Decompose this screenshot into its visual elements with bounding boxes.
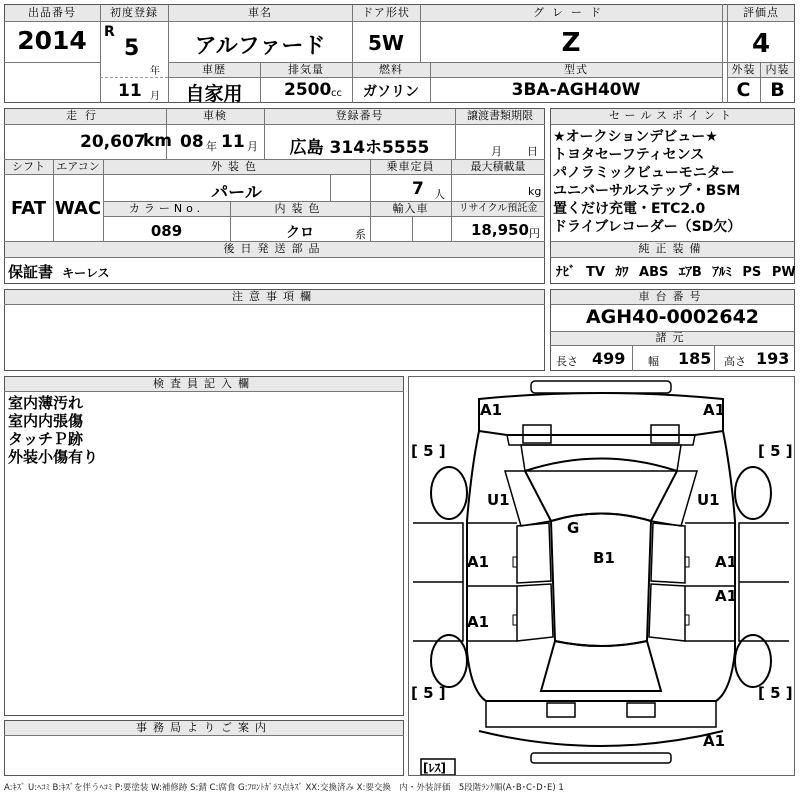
first-registration-label: 初度登録 — [110, 6, 158, 19]
equipment-item: ｶﾜ — [615, 265, 629, 280]
mileage-label: 走行 — [66, 109, 104, 122]
selling-point-line: トヨタセーフティセンス — [553, 147, 705, 163]
model-label: 型式 — [564, 63, 588, 76]
year-unit: 年 — [150, 66, 160, 77]
inspector-note: 外装小傷有り — [8, 448, 99, 466]
exterior-label: 外装 — [731, 63, 756, 76]
mark-tire-rear-right: [ 5 ] — [758, 684, 793, 702]
lot-number: 2014 — [17, 26, 87, 55]
fuel-label: 燃料 — [379, 63, 403, 76]
displacement: 2500 — [284, 80, 332, 100]
lot-number-label: 出品番号 — [28, 6, 76, 19]
plate-number: 広島 314ホ5555 — [289, 138, 430, 158]
plate-label: 登録番号 — [335, 109, 384, 122]
mark-door-rear-left: A1 — [467, 613, 490, 631]
inspector-notes — [8, 394, 98, 466]
later-shipped-label: 後日発送部品 — [223, 242, 326, 255]
inspection-month-unit: 月 — [247, 140, 258, 153]
displacement-label: 排気量 — [288, 63, 324, 76]
door-type-label: ドア形状 — [362, 6, 410, 19]
notes-label: 注意事項欄 — [232, 290, 317, 303]
door-type: 5W — [368, 31, 404, 55]
inspector-label: 検査員記入欄 — [153, 377, 255, 390]
recycle-deposit: 18,950 — [471, 221, 529, 239]
grade: Z — [561, 28, 581, 58]
capacity-label: 乗車定員 — [386, 160, 435, 173]
exterior-color: パール — [211, 183, 262, 203]
recycle-deposit-label: リサイクル預託金 — [458, 203, 538, 214]
transfer-deadline-label: 譲渡書類期限 — [467, 109, 533, 122]
color-number: 089 — [150, 222, 183, 240]
interior-grade: B — [770, 79, 785, 101]
office-label: 事務局よりご案内 — [136, 721, 272, 734]
recycle-unit: 円 — [529, 227, 540, 240]
car-name-label: 車名 — [248, 6, 272, 19]
inspector-note: 室内内張傷 — [8, 412, 84, 430]
car-name: アルファード — [194, 34, 326, 59]
inspection-month: 11 — [221, 132, 245, 152]
interior-color-label: 内装色 — [274, 202, 326, 215]
equipment-item: ABS — [639, 265, 669, 280]
chassis-number: AGH40-0002642 — [585, 306, 760, 328]
damage-diagram — [408, 376, 795, 776]
score: 4 — [751, 29, 771, 59]
inspection-year: 08 — [180, 132, 204, 152]
equipment-item: ﾅﾋﾞ — [556, 265, 576, 280]
mark-tire-front-left: [ 5 ] — [411, 442, 446, 460]
equipment-item: TV — [586, 265, 605, 280]
era: R — [104, 24, 115, 40]
selling-points-list — [553, 128, 741, 236]
shift-label: シフト — [12, 160, 45, 173]
inspector-note: タッチＰ跡 — [8, 430, 84, 448]
selling-point-line: パノラミックビューモニター — [553, 165, 735, 181]
interior-color-unit: 系 — [355, 228, 366, 241]
width-label: 幅 — [648, 355, 659, 368]
width: 185 — [678, 349, 712, 368]
car-outline-diagram — [409, 377, 794, 775]
registration-year: 5 — [124, 36, 140, 61]
score-label: 評価点 — [743, 6, 779, 19]
later-shipped-sub: キーレス — [62, 266, 110, 280]
equipment-item: ｴｱB — [678, 265, 702, 280]
mark-front-right: A1 — [703, 401, 726, 419]
mileage-unit: km — [143, 131, 173, 151]
later-shipped-main: 保証書 — [8, 263, 54, 281]
selling-points-label: セールスポイント — [608, 109, 736, 122]
chassis-label: 車台番号 — [638, 290, 707, 303]
selling-point-line: 置くだけ充電・ETC2.0 — [553, 201, 706, 217]
selling-point-line: ★オークションデビュー★ — [553, 129, 718, 145]
mark-tire-front-right: [ 5 ] — [758, 442, 793, 460]
payload-label: 最大積載量 — [470, 160, 526, 173]
legend: A:ｷｽﾞ U:ﾍｺﾐ B:ｷｽﾞを伴うﾍｺﾐ P:要塗装 W:補修跡 S:錆 C:腐食 G:ﾌﾛﾝﾄｶﾞﾗｽ点ｷｽﾞ XX:交換済み X:要交換 内・外装評価 5段階ﾗﾝｸ順(A･B･C･D･E) 1 — [4, 783, 564, 793]
equipment-item: PW — [771, 265, 796, 280]
mark-fender-left: U1 — [487, 491, 510, 509]
inspection-label: 車検 — [203, 109, 227, 122]
mark-tire-rear-left: [ 5 ] — [411, 684, 446, 702]
specs-label: 諸元 — [655, 331, 690, 344]
equipment-item: ｱﾙﾐ — [712, 265, 732, 280]
capacity: 7 — [412, 179, 424, 199]
equipment-item: PS — [742, 265, 762, 280]
history-label: 車歴 — [202, 63, 226, 76]
registration-month: 11 — [118, 81, 142, 101]
mileage: 20,607 — [80, 132, 146, 152]
exterior-grade: C — [736, 79, 751, 101]
length: 499 — [592, 349, 626, 368]
capacity-unit: 人 — [434, 188, 445, 201]
mark-spare: [ﾚｽ] — [423, 761, 446, 775]
mark-windshield: G — [567, 519, 580, 537]
mark-door-rear-right-upper: A1 — [715, 587, 738, 605]
transfer-day-unit: 日 — [527, 145, 538, 158]
height: 193 — [756, 349, 790, 368]
equipment-label: 純正装備 — [638, 242, 707, 255]
displacement-unit: cc — [331, 88, 342, 99]
history: 自家用 — [185, 83, 243, 105]
color-number-label: カラーNo. — [128, 202, 205, 215]
model-code: 3BA-AGH40W — [511, 80, 641, 100]
interior-color: クロ — [286, 225, 314, 241]
inspection-year-unit: 年 — [206, 140, 217, 153]
equipment-list — [556, 261, 796, 280]
grade-label: グレード — [533, 6, 609, 19]
interior-label: 内装 — [765, 63, 790, 76]
transfer-month-unit: 月 — [491, 145, 502, 158]
air-conditioner: WAC — [54, 198, 102, 219]
import-label: 輸入車 — [392, 202, 429, 215]
inspector-note: 室内薄汚れ — [8, 394, 84, 412]
height-label: 高さ — [724, 355, 746, 368]
selling-point-line: ドライブレコーダー（SD欠） — [553, 219, 742, 235]
length-label: 長さ — [556, 355, 578, 368]
mark-front-left: A1 — [480, 401, 503, 419]
mark-door-front-left: A1 — [467, 553, 490, 571]
mark-fender-right: U1 — [697, 491, 720, 509]
selling-point-line: ユニバーサルステップ・BSM — [553, 183, 741, 199]
ac-label: エアコン — [56, 160, 100, 173]
month-unit: 月 — [150, 91, 160, 102]
shift: FAT — [10, 198, 47, 219]
exterior-color-label: 外装色 — [211, 160, 262, 173]
payload-unit: kg — [528, 185, 542, 198]
mark-roof: B1 — [593, 549, 615, 567]
mark-rear-bumper: A1 — [703, 732, 726, 750]
fuel: ガソリン — [363, 84, 419, 100]
mark-door-front-right: A1 — [715, 553, 738, 571]
